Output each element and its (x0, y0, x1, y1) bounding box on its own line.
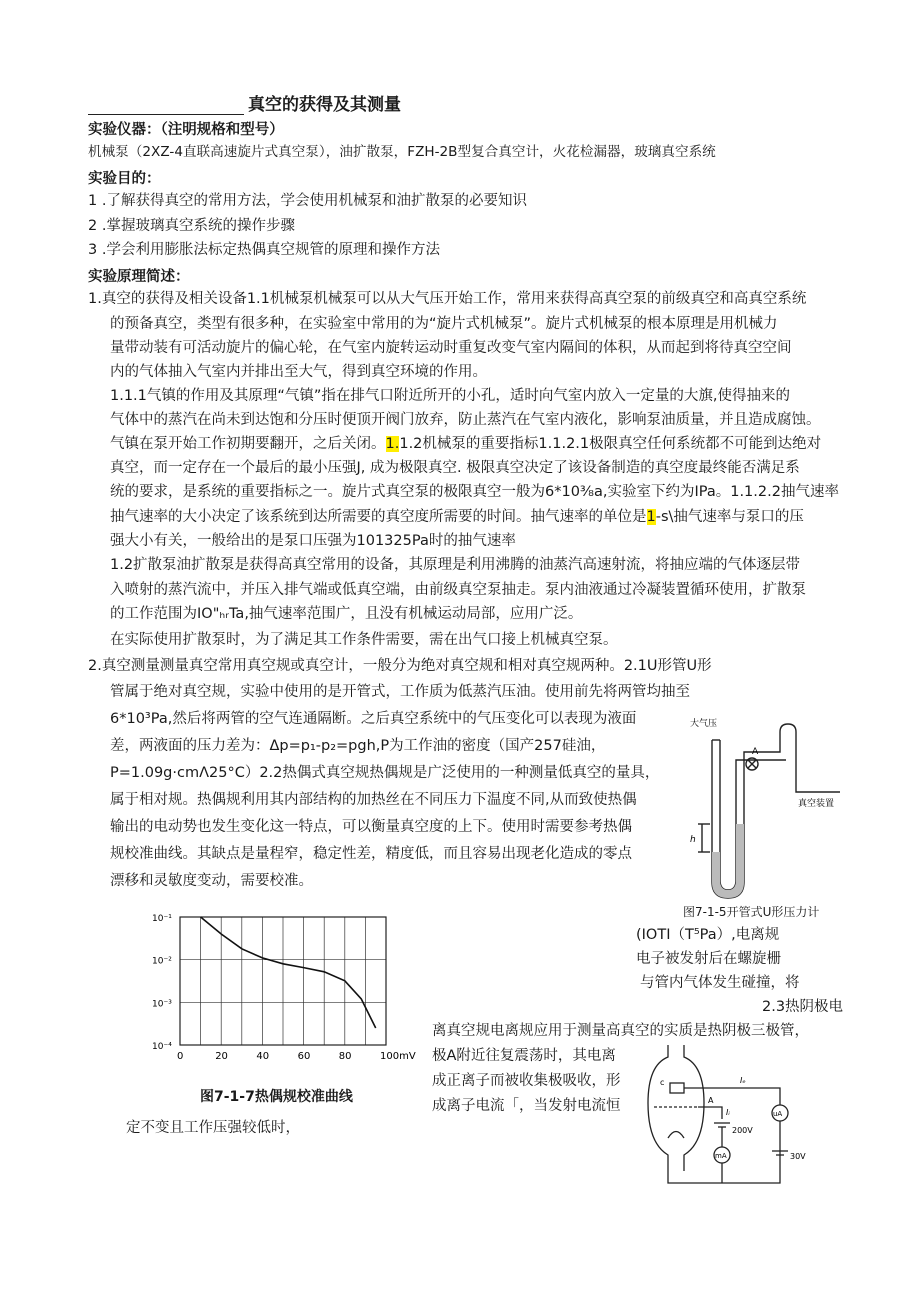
u-tube-manometer-diagram (690, 712, 850, 902)
paragraph-line: 电子被发射后在螺旋栅 (636, 951, 781, 967)
label-200v: 200V (732, 1126, 753, 1135)
figure-caption: 图7-1-5开管式U形压力计 (683, 905, 820, 919)
paragraph-line: 漂移和灵敏度变动，需要校准。 (110, 873, 313, 889)
paragraph-line (110, 434, 821, 454)
paragraph-line: 内的气体抽入气室内并排出至大气，得到真空环境的作用。 (110, 364, 487, 380)
paragraph-line: 1.1.1气镇的作用及其原理“气镇”指在排气口附近所开的小孔，适时向气室内放入一定量的大旗,使得抽来的 (110, 388, 791, 404)
paragraph-line: 真空，而一定存在一个最后的最小压强J, 成为极限真空. 极限真空决定了该设备制造的真空度最终能否满足系 (110, 460, 800, 476)
paragraph-line: 输出的电动势也发生变化这一特点，可以衡量真空度的上下。使用时需要参考热偶 (110, 819, 632, 835)
paragraph-line: 气体中的蒸汽在尚未到达饱和分压时便顶开阀门放弃，防止蒸汽在气室内液化，影响泵油质量，并且造成腐蚀。 (110, 412, 821, 428)
y-tick-label: 10⁻² (152, 956, 172, 967)
label-h: h (690, 835, 696, 845)
label-30v: 30V (790, 1152, 806, 1161)
paragraph-line (110, 507, 804, 527)
text-run: 抽气速率的大小决定了该系统到达所需要的真空度所需要的时间。抽气速率的单位是 (110, 509, 647, 525)
text-run: -s\抽气速率与泵口的压 (655, 509, 804, 525)
label-ic: Iₑ (740, 1076, 746, 1085)
x-tick-label: 20 (215, 1051, 228, 1062)
paragraph-line: 6*10³Pa,然后将两管的空气连通隔断。之后真空系统中的气压变化可以表现为液面 (110, 711, 637, 727)
purpose-item: 3 .学会利用膨胀法标定热偶真空规管的原理和操作方法 (88, 242, 440, 258)
calibration-chart (150, 905, 425, 1065)
paragraph-line: 2.真空测量测量真空常用真空规或真空计，一般分为绝对真空规和相对真空规两种。2.1U形管U形 (88, 658, 712, 674)
x-tick-label: 0 (177, 1051, 184, 1062)
paragraph-line: 强大小有关，一般给出的是泵口压强为101325Pa时的抽气速率 (110, 533, 516, 549)
page-title (88, 90, 401, 115)
gauge-bulb-right (684, 1045, 704, 1171)
paragraph-line: 的预备真空，类型有很多种，在实验室中常用的为“旋片式机械泵”。旋片式机械泵的根本原理是用机械力 (110, 316, 778, 332)
label-atm: 大气压 (690, 719, 718, 729)
paragraph-line: 统的要求，是系统的重要指标之一。旋片式真空泵的极限真空一般为6*10⅜a,实验室下约为IPa。1.1.2.2抽气速率 (110, 484, 839, 500)
text-run: 1.2机械泵的重要指标1.1.2.1极限真空任何系统都不可能到达绝对 (399, 436, 822, 452)
ionization-gauge-diagram (640, 1043, 820, 1188)
instruments-text: 机械泵（2XZ-4直联高速旋片式真空泵），油扩散泵，FZH-2B型复合真空计，火花检漏器，玻璃真空系统 (88, 144, 716, 160)
y-tick-label: 10⁻¹ (152, 914, 172, 924)
label-ua: uA (773, 1110, 783, 1118)
label-i: Iᵢ (726, 1108, 730, 1117)
paragraph-line: 2.3热阴极电 (762, 999, 844, 1015)
label-a: A (752, 747, 759, 757)
collector-c (670, 1083, 684, 1093)
x-tick-label: 40 (256, 1051, 270, 1062)
filament (668, 1132, 684, 1139)
label-a: A (708, 1096, 714, 1105)
paragraph-line: 定不变且工作压强较低时， (126, 1120, 300, 1136)
paragraph-line: 入喷射的蒸汽流中，并压入排气端或低真空端，由前级真空泵抽走。泵内油液通过冷凝装置循环使用，扩散泵 (110, 582, 806, 598)
paragraph-line: 量带动装有可活动旋片的偏心轮，在气室内旋转运动时重复改变气室内隔间的体积，从而起到将待真空空间 (110, 340, 792, 356)
paragraph-line: P=1.09g·cmΛ25°C）2.2热偶式真空规热偶规是广泛使用的一种测量低真空的量具， (110, 765, 660, 781)
paragraph-line: 成离子电流「，当发射电流恒 (432, 1098, 621, 1114)
x-tick-label: 80 (338, 1051, 352, 1062)
title-underline (88, 97, 244, 115)
paragraph-line: 属于相对规。热偶规利用其内部结构的加热丝在不同压力下温度不同,从而致使热偶 (110, 792, 637, 808)
chart-caption: 图7-1-7热偶规校准曲线 (200, 1089, 353, 1105)
y-tick-label: 10⁻³ (152, 999, 172, 1010)
oil-fill (712, 824, 744, 898)
purpose-item: 2 .掌握玻璃真空系统的操作步骤 (88, 218, 295, 234)
paragraph-line: 与管内气体发生碰撞，将 (640, 975, 800, 991)
instruments-heading: 实验仪器：（注明规格和型号） (88, 122, 284, 138)
highlight: 1 (646, 509, 656, 525)
paragraph-line: 成正离子而被收集极吸收，形 (432, 1073, 621, 1089)
x-tick-label: 100mV (380, 1051, 416, 1062)
title-text: 真空的获得及其测量 (248, 95, 401, 115)
purpose-heading: 实验目的： (88, 171, 161, 187)
highlight: 1. (385, 436, 400, 452)
paragraph-line: 1.真空的获得及相关设备1.1机械泵机械泵可以从大气压开始工作，常用来获得高真空泵的前级真空和高真空系统 (88, 291, 807, 307)
y-tick-label: 10⁻⁴ (152, 1042, 172, 1052)
calibration-curve (201, 917, 376, 1028)
label-ma: mA (715, 1152, 727, 1160)
wire (684, 1088, 780, 1105)
purpose-item: 1 .了解获得真空的常用方法，学会使用机械泵和油扩散泵的必要知识 (88, 193, 527, 209)
paragraph-line: 规校准曲线。其缺点是量程窄，稳定性差，精度低，而且容易出现老化造成的零点 (110, 846, 632, 862)
paragraph-line: 1.2扩散泵油扩散泵是获得高真空常用的设备，其原理是利用沸腾的油蒸汽高速射流，将抽应端的气体逐层带 (110, 557, 801, 573)
gauge-bulb-left (648, 1045, 668, 1171)
text-run: 气镇在泵开始工作初期要翻开，之后关闭。 (110, 436, 386, 452)
paragraph-line: (IOTI（T⁵Pa）,电离规 (636, 927, 780, 943)
paragraph-line: 的工作范围为IO"ₕᵣTa,抽气速率范围广，且没有机械运动局部，应用广泛。 (110, 606, 583, 622)
paragraph-line: 管属于绝对真空规，实验中使用的是开管式，工作质为低蒸汽压油。使用前先将两管均抽至 (110, 684, 690, 700)
principle-heading: 实验原理简述： (88, 269, 190, 285)
paragraph-line: 离真空规电离规应用于测量高真空的实质是热阴极三极管， (432, 1023, 809, 1039)
label-c: c (660, 1078, 665, 1087)
wire (698, 1107, 722, 1119)
paragraph-line: 极A附近往复震荡时，其电离 (432, 1048, 616, 1064)
label-vacuum: 真空装置 (798, 799, 835, 809)
u-tube-outline (712, 724, 840, 898)
x-tick-label: 60 (297, 1051, 311, 1062)
paragraph-line: 在实际使用扩散泵时，为了满足其工作条件需要，需在出气口接上机械真空泵。 (110, 632, 618, 648)
paragraph-line: 差，两液面的压力差为：Δp=p₁-p₂=pgh,P为工作油的密度（国产257硅油， (110, 738, 606, 754)
